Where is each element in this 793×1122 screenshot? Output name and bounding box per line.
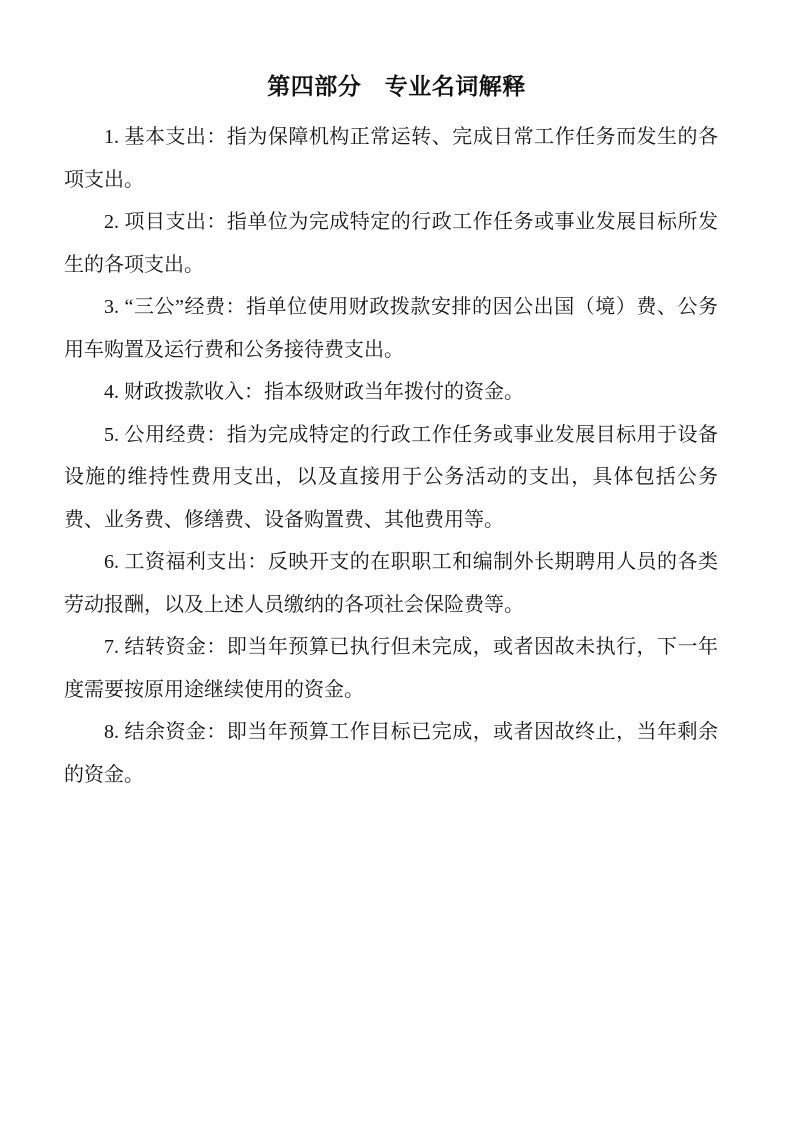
term-definition-salary-welfare-expenditure: 6. 工资福利支出：反映开支的在职职工和编制外长期聘用人员的各类劳动报酬，以及上述人员缴纳的各项社会保险费等。 [64, 551, 718, 616]
document-body [64, 116, 718, 796]
term-definition-basic-expenditure: 1. 基本支出：指为保障机构正常运转、完成日常工作任务而发生的各项支出。 [64, 126, 718, 191]
term-definition-three-public-funds: 3. “三公”经费：指单位使用财政拨款安排的因公出国（境）费、公务用车购置及运行费和公务接待费支出。 [64, 296, 718, 361]
term-definition-public-funds: 5. 公用经费：指为完成特定的行政工作任务或事业发展目标用于设备设施的维持性费用支出，以及直接用于公务活动的支出，具体包括公务费、业务费、修缮费、设备购置费、其他费用等。 [64, 423, 718, 531]
page-title: 第四部分 专业名词解释 [267, 73, 526, 99]
term-definition-project-expenditure: 2. 项目支出：指单位为完成特定的行政工作任务或事业发展目标所发生的各项支出。 [64, 211, 718, 276]
term-definition-fiscal-appropriation-income: 4. 财政拨款收入：指本级财政当年拨付的资金。 [104, 381, 524, 403]
term-definition-carryover-funds: 7. 结转资金：即当年预算已执行但未完成，或者因故未执行，下一年度需要按原用途继续使用的资金。 [64, 636, 718, 701]
term-definition-surplus-funds: 8. 结余资金：即当年预算工作目标已完成，或者因故终止，当年剩余的资金。 [64, 721, 718, 786]
